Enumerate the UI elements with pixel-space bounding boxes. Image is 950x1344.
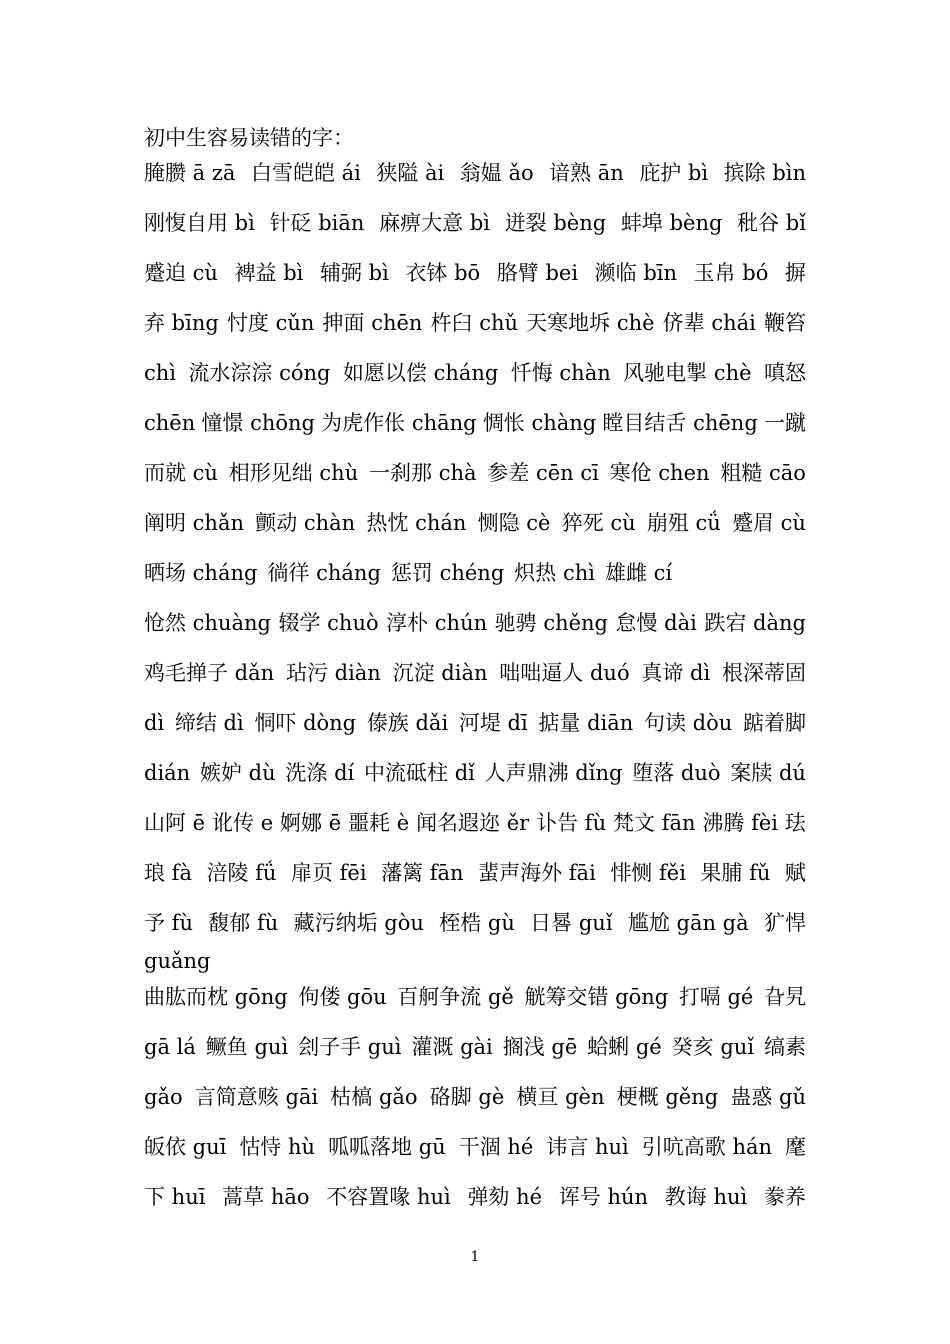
word-entry: 蹙眉 cù xyxy=(731,511,806,535)
word-entry: 摒 xyxy=(784,261,806,285)
word-entry: 尴尬 gān gà xyxy=(627,911,749,935)
word-entry: 恻隐 cè xyxy=(477,511,551,535)
word-entry: 沸腾 fèi xyxy=(702,811,779,835)
word-entry: 涪陵 fǘ xyxy=(206,861,277,885)
word-entry: 忏悔 chàn xyxy=(510,361,611,385)
word-entry: 搁浅 gē xyxy=(502,1035,578,1059)
word-entry: 硌脚 gè xyxy=(429,1085,505,1109)
word-entry: 缔结 dì xyxy=(174,711,244,735)
word-line xyxy=(144,256,806,290)
word-line xyxy=(144,206,806,240)
word-entry: 梵文 fān xyxy=(613,811,696,835)
word-entry: 辅弼 bì xyxy=(320,261,389,285)
word-entry: 打嗝 gé xyxy=(678,985,754,1009)
word-entry: 参差 cēn cī xyxy=(487,461,599,485)
word-entry: 蚌埠 bèng xyxy=(620,211,723,235)
word-entry: 山阿 ē xyxy=(144,811,206,835)
word-entry: 谙熟 ān xyxy=(549,161,624,185)
word-entry: 中流砥柱 dǐ xyxy=(364,761,475,785)
word-entry: 百舸争流 gě xyxy=(397,985,514,1009)
word-line xyxy=(144,944,806,978)
word-entry: 枯槁 gǎo xyxy=(330,1085,418,1109)
word-entry: 呱呱落地 gū xyxy=(328,1135,446,1159)
word-entry: 踮着脚 xyxy=(742,711,806,735)
word-entry: 辍学 chuò xyxy=(278,611,379,635)
word-entry: 鸡毛掸子 dǎn xyxy=(144,661,275,685)
word-entry: 蛊惑 gǔ xyxy=(730,1085,806,1109)
word-entry: dián xyxy=(144,761,191,785)
word-entry: 嗔怒 xyxy=(763,361,806,385)
word-entry: 摈除 bìn xyxy=(723,161,806,185)
word-entry: 鞭笞 xyxy=(763,311,806,335)
word-entry: 蒿草 hāo xyxy=(222,1185,310,1209)
word-entry: 不容置喙 huì xyxy=(326,1185,451,1209)
word-entry: 嫉妒 dù xyxy=(199,761,276,785)
word-entry: 驰骋 chěng xyxy=(494,611,608,635)
word-entry: 惆怅 chàng xyxy=(482,411,597,435)
word-entry: 狭隘 ài xyxy=(376,161,445,185)
word-entry: 豢养 xyxy=(763,1185,806,1209)
word-entry: 教诲 huì xyxy=(664,1185,748,1209)
word-entry: dì xyxy=(144,711,165,735)
word-entry: 胳臂 bei xyxy=(496,261,579,285)
word-entry: 惩罚 chéng xyxy=(390,561,505,585)
word-line xyxy=(144,606,806,640)
word-entry: 迸裂 bèng xyxy=(504,211,607,235)
word-entry: 馥郁 fù xyxy=(208,911,279,935)
word-line xyxy=(144,656,806,690)
word-line xyxy=(144,856,806,890)
word-entry: 颤动 chàn xyxy=(255,511,356,535)
word-entry: 雄雌 cí xyxy=(604,561,673,585)
page-number: 1 xyxy=(470,1249,480,1265)
word-entry: 弹劾 hé xyxy=(467,1185,543,1209)
word-entry: 瞠目结舌 chēng xyxy=(602,411,758,435)
word-line xyxy=(144,556,806,590)
word-entry: 恫吓 dòng xyxy=(254,711,357,735)
word-entry: 衣钵 bō xyxy=(405,261,481,285)
word-entry: 寒伧 chen xyxy=(609,461,710,485)
word-entry: 弃 bīng xyxy=(144,311,219,335)
word-entry: 果脯 fǔ xyxy=(700,861,771,885)
word-entry: 灌溉 gài xyxy=(411,1035,493,1059)
word-entry: 濒临 bīn xyxy=(594,261,678,285)
word-entry: 玉帛 bó xyxy=(693,261,769,285)
word-entry: 流水淙淙 cóng xyxy=(188,361,331,385)
word-entry: 麻痹大意 bì xyxy=(379,211,490,235)
word-entry: 鳜鱼 guì xyxy=(205,1035,289,1059)
word-entry: 旮旯 xyxy=(763,985,806,1009)
word-entry: 玷污 diàn xyxy=(285,661,381,685)
word-entry: 洗涤 dí xyxy=(285,761,355,785)
word-line xyxy=(144,406,806,440)
word-entry: 跌宕 dàng xyxy=(704,611,806,635)
word-entry: 怠慢 dài xyxy=(615,611,697,635)
word-entry: 蜚声海外 fāi xyxy=(478,861,596,885)
word-line xyxy=(144,156,806,190)
word-entry: 藏污纳垢 gòu xyxy=(293,911,424,935)
word-line xyxy=(144,1180,806,1214)
word-entry: 麾 xyxy=(785,1135,806,1159)
word-line xyxy=(144,506,806,540)
word-line xyxy=(144,980,806,1014)
word-line xyxy=(144,706,806,740)
word-entry: 下 huī xyxy=(144,1185,206,1209)
word-entry: 相形见绌 chù xyxy=(228,461,359,485)
word-entry: 干涸 hé xyxy=(458,1135,534,1159)
word-line xyxy=(144,756,806,790)
word-entry: 刚愎自用 bì xyxy=(144,211,255,235)
word-entry: 裨益 bì xyxy=(234,261,304,285)
word-entry: 刽子手 guì xyxy=(298,1035,402,1059)
word-line xyxy=(144,456,806,490)
word-entry: 予 fù xyxy=(144,911,193,935)
word-entry: 为虎作伥 chāng xyxy=(321,411,477,435)
word-entry: 侪辈 chái xyxy=(662,311,756,335)
word-line xyxy=(144,906,806,940)
word-entry: 癸亥 guǐ xyxy=(671,1035,755,1059)
word-entry: 讳言 huì xyxy=(546,1135,629,1159)
word-entry: 阐明 chǎn xyxy=(144,511,245,535)
word-entry: 噩耗 è xyxy=(348,811,410,835)
word-entry: 晒场 cháng xyxy=(144,561,258,585)
word-entry: 扉页 fēi xyxy=(290,861,367,885)
word-entry: 沉淀 diàn xyxy=(392,661,488,685)
word-entry: 真谛 dì xyxy=(641,661,711,685)
word-entry: 腌臜 ā zā xyxy=(144,161,236,185)
word-entry: gǎo xyxy=(144,1085,183,1109)
word-entry: 风驰电掣 chè xyxy=(623,361,752,385)
word-line xyxy=(144,1080,806,1114)
word-entry: 傣族 dǎi xyxy=(366,711,449,735)
word-entry: chì xyxy=(144,361,177,385)
word-entry: 赋 xyxy=(784,861,806,885)
word-entry: 缟素 xyxy=(763,1035,806,1059)
word-entry: 藩篱 fān xyxy=(381,861,464,885)
word-entry: 婀娜 ē xyxy=(280,811,342,835)
word-entry: 悱恻 fěi xyxy=(610,861,686,885)
word-entry: 秕谷 bǐ xyxy=(737,211,806,235)
word-entry: 一蹴 xyxy=(763,411,806,435)
word-entry: 掂量 diān xyxy=(538,711,634,735)
word-entry: 咄咄逼人 duó xyxy=(499,661,630,685)
word-entry: 人声鼎沸 dǐng xyxy=(484,761,623,785)
word-entry: 珐 xyxy=(784,811,806,835)
word-entry: 如愿以偿 cháng xyxy=(342,361,499,385)
word-entry: 庇护 bì xyxy=(639,161,709,185)
word-entry: 日晷 guǐ xyxy=(530,911,613,935)
word-entry: 针砭 biān xyxy=(269,211,365,235)
word-line xyxy=(144,1130,806,1164)
word-entry: 梗概 gěng xyxy=(616,1085,719,1109)
word-entry: 一刹那 chà xyxy=(369,461,477,485)
word-entry: 蛤蜊 gé xyxy=(587,1035,662,1059)
word-entry: 蹙迫 cù xyxy=(144,261,218,285)
word-entry: guǎng xyxy=(144,949,211,973)
word-entry: 根深蒂固 xyxy=(722,661,806,685)
word-entry: 淳朴 chún xyxy=(386,611,488,635)
word-line xyxy=(144,1030,806,1064)
word-entry: 炽热 chì xyxy=(514,561,595,585)
word-entry: 憧憬 chōng xyxy=(201,411,315,435)
word-entry: 崩殂 cǘ xyxy=(646,511,721,535)
word-entry: 犷悍 xyxy=(763,911,806,935)
word-entry: 抻面 chēn xyxy=(322,311,423,335)
word-entry: 忖度 cǔn xyxy=(226,311,315,335)
word-entry: chēn xyxy=(144,411,196,435)
word-entry: 横亘 gèn xyxy=(516,1085,605,1109)
word-entry: 翁媪 ǎo xyxy=(459,161,534,185)
word-entry: 佝偻 gōu xyxy=(298,985,387,1009)
word-entry: 觥筹交错 gōng xyxy=(524,985,669,1009)
word-entry: 闻名遐迩 ěr xyxy=(416,811,530,835)
word-entry: 曲肱而枕 gōng xyxy=(144,985,288,1009)
word-entry: 猝死 cù xyxy=(561,511,636,535)
word-entry: 句读 dòu xyxy=(643,711,733,735)
word-entry: 讹传 e xyxy=(212,811,274,835)
word-entry: 怙恃 hù xyxy=(239,1135,316,1159)
word-entry: 热忱 chán xyxy=(366,511,467,535)
word-entry: 桎梏 gù xyxy=(439,911,515,935)
word-line xyxy=(144,806,806,840)
word-entry: 徜徉 cháng xyxy=(267,561,381,585)
word-entry: 皈依 guī xyxy=(144,1135,227,1159)
word-entry: gā lá xyxy=(144,1035,196,1059)
word-entry: 天寒地坼 chè xyxy=(526,311,655,335)
word-entry: 言简意赅 gāi xyxy=(194,1085,319,1109)
word-entry: 河堤 dī xyxy=(458,711,528,735)
word-entry: 杵臼 chǔ xyxy=(430,311,519,335)
word-line xyxy=(144,356,806,390)
page-title: 初中生容易读错的字： xyxy=(144,126,354,150)
word-entry: 而就 cù xyxy=(144,461,218,485)
word-entry: 琅 fà xyxy=(144,861,192,885)
word-entry: 白雪皑皑 ái xyxy=(250,161,361,185)
word-entry: 粗糙 cāo xyxy=(720,461,806,485)
word-entry: 怆然 chuàng xyxy=(144,611,271,635)
word-entry: 引吭高歌 hán xyxy=(641,1135,773,1159)
word-line xyxy=(144,306,806,340)
word-entry: 堕落 duò xyxy=(632,761,721,785)
word-entry: 案牍 dú xyxy=(730,761,806,785)
word-entry: 诨号 hún xyxy=(558,1185,649,1209)
word-entry: 讣告 fù xyxy=(536,811,607,835)
